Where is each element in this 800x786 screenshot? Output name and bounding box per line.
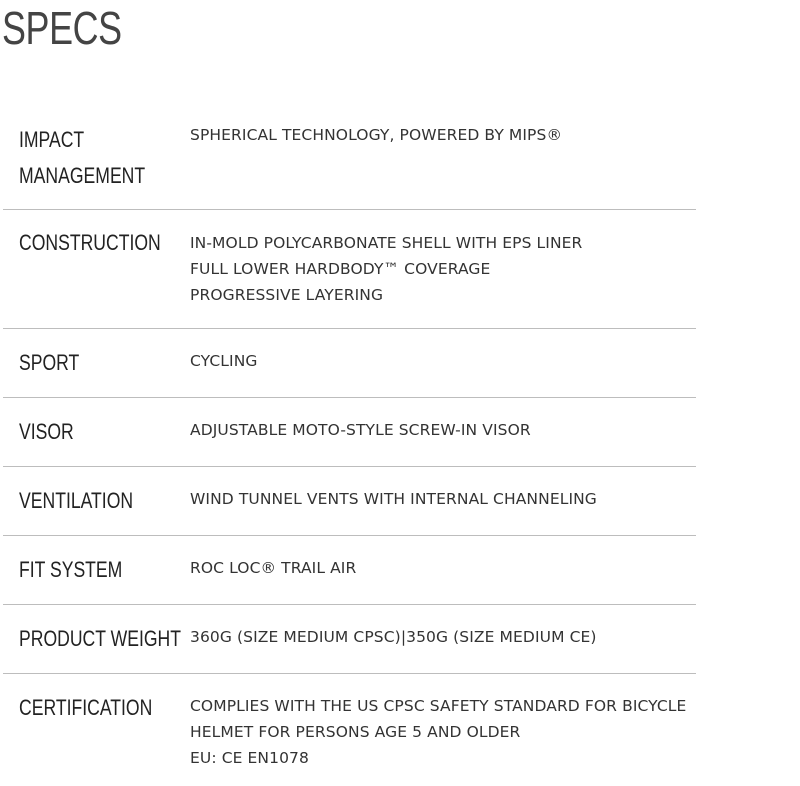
spec-label (3, 690, 170, 786)
spec-value-line: FULL LOWER HARDBODY™ COVERAGE (190, 260, 491, 278)
spec-label (3, 483, 170, 535)
spec-value (170, 690, 696, 786)
spec-label (3, 414, 170, 466)
spec-label (3, 122, 170, 209)
spec-label-line: VENTILATION (19, 488, 134, 513)
spec-label-line: FIT SYSTEM (19, 557, 123, 582)
spec-value-line: HELMET FOR PERSONS AGE 5 AND OLDER (190, 723, 521, 741)
spec-value (170, 483, 696, 535)
spec-value (170, 621, 696, 673)
spec-value-line: ADJUSTABLE MOTO-STYLE SCREW-IN VISOR (190, 421, 531, 439)
spec-value (170, 414, 696, 466)
spec-value (170, 225, 696, 328)
spec-label (3, 621, 181, 673)
spec-value-line: PROGRESSIVE LAYERING (190, 286, 384, 304)
spec-label-line: CONSTRUCTION (19, 230, 161, 255)
spec-value-line: ROC LOC® TRAIL AIR (190, 559, 357, 577)
spec-value-line: EU: CE EN1078 (190, 749, 309, 767)
spec-row-fit-system (3, 536, 696, 605)
spec-label-line: PRODUCT WEIGHT (19, 626, 181, 651)
page-title: SPECS (2, 2, 122, 54)
spec-row-visor (3, 398, 696, 467)
spec-label-line: VISOR (19, 419, 74, 444)
spec-row-certification (3, 674, 696, 786)
spec-value-line: IN-MOLD POLYCARBONATE SHELL WITH EPS LINER (190, 234, 583, 252)
spec-row-sport (3, 329, 696, 398)
spec-value-line: WIND TUNNEL VENTS WITH INTERNAL CHANNELING (190, 490, 597, 508)
spec-value (170, 345, 696, 397)
spec-row-ventilation (3, 467, 696, 536)
spec-row-impact-management (3, 116, 696, 210)
spec-label-line: IMPACT (19, 127, 85, 152)
spec-label-line: SPORT (19, 350, 80, 375)
spec-label-line: MANAGEMENT (19, 163, 146, 188)
spec-value (170, 122, 696, 209)
spec-label (3, 345, 170, 397)
spec-label (3, 552, 170, 604)
spec-label (3, 225, 170, 328)
specs-table (3, 116, 696, 786)
spec-label-line: CERTIFICATION (19, 695, 153, 720)
spec-value-line: CYCLING (190, 352, 258, 370)
spec-value (170, 552, 696, 604)
spec-value-line: 360G (SIZE MEDIUM CPSC)|350G (SIZE MEDIUM CE) (190, 628, 597, 646)
spec-value-line: SPHERICAL TECHNOLOGY, POWERED BY MIPS® (190, 126, 563, 144)
spec-row-product-weight (3, 605, 696, 674)
spec-value-line: COMPLIES WITH THE US CPSC SAFETY STANDARD FOR BICYCLE (190, 697, 687, 715)
spec-row-construction (3, 210, 696, 329)
